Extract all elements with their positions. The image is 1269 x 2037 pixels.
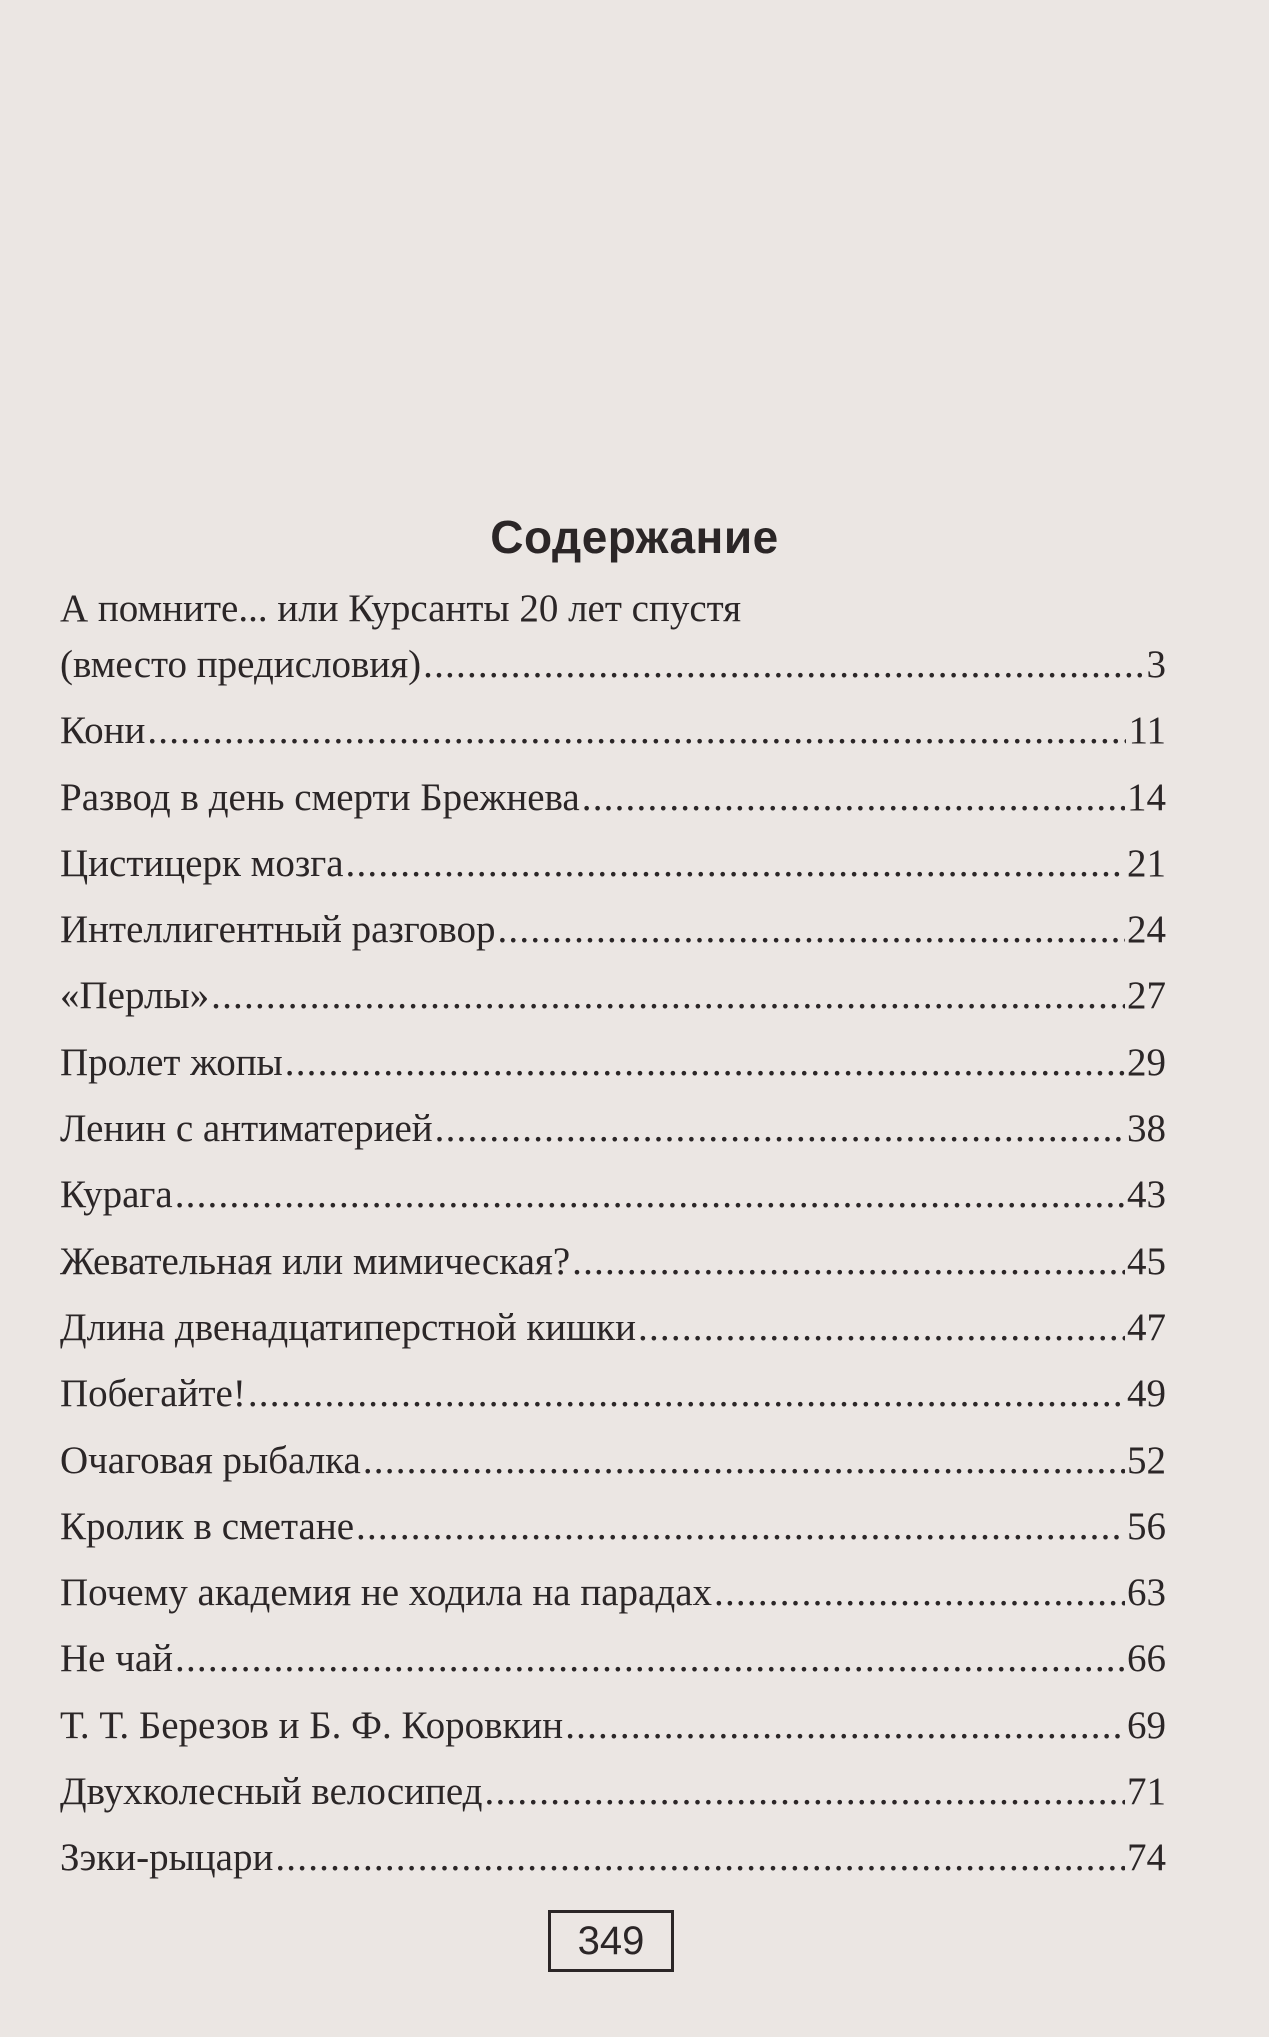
dot-leader xyxy=(565,1701,1125,1751)
contents-heading: Содержание xyxy=(490,511,779,563)
toc-entry-page: 52 xyxy=(1127,1438,1166,1482)
toc-entry-page: 66 xyxy=(1127,1637,1166,1681)
dot-leader xyxy=(248,1369,1125,1419)
toc-entry-page: 43 xyxy=(1127,1173,1166,1217)
toc-entry-page: 3 xyxy=(1146,643,1166,686)
toc-entry-page: 38 xyxy=(1127,1107,1166,1151)
toc-entry-page: 11 xyxy=(1128,709,1166,753)
dot-leader xyxy=(582,773,1125,823)
toc-entry-title: «Перлы» xyxy=(60,974,210,1018)
dot-leader xyxy=(435,1104,1125,1154)
dot-leader xyxy=(572,1237,1125,1287)
toc-entry-title: Ленин с антиматерией xyxy=(60,1107,433,1151)
toc-entry-page: 21 xyxy=(1127,841,1166,885)
toc-entry xyxy=(60,706,1166,772)
toc-entry-title: Пролет жопы xyxy=(60,1040,283,1084)
dot-leader xyxy=(714,1568,1125,1618)
toc-entry xyxy=(60,1303,1166,1369)
table-of-contents xyxy=(60,584,1166,1900)
toc-entry-title: Развод в день смерти Брежнева xyxy=(60,775,580,819)
toc-entry-title: Цистицерк мозга xyxy=(60,841,344,885)
toc-entry-title: (вместо предисловия) xyxy=(60,643,422,686)
toc-entry-title: Почему академия не ходила на парадах xyxy=(60,1571,713,1615)
toc-entry-page: 69 xyxy=(1127,1703,1166,1747)
dot-leader xyxy=(175,1170,1125,1220)
toc-entry-title: Длина двенадцатиперстной кишки xyxy=(60,1305,637,1349)
toc-entry xyxy=(60,905,1166,971)
dot-leader xyxy=(211,971,1125,1021)
toc-entry xyxy=(60,1568,1166,1634)
dot-leader xyxy=(363,1436,1125,1486)
toc-entry-page: 24 xyxy=(1127,908,1166,952)
dot-leader xyxy=(423,640,1144,690)
toc-entry-title: Двухколесный велосипед xyxy=(60,1770,483,1814)
toc-entry-title: Курага xyxy=(60,1173,173,1217)
toc-entry xyxy=(60,1237,1166,1303)
toc-entry-page: 27 xyxy=(1127,974,1166,1018)
toc-entry-title: Кролик в сметане xyxy=(60,1504,355,1548)
toc-entry xyxy=(60,971,1166,1037)
dot-leader xyxy=(147,706,1126,756)
toc-entry xyxy=(60,1038,1166,1104)
dot-leader xyxy=(175,1634,1125,1684)
toc-entry xyxy=(60,1104,1166,1170)
toc-entry-title: Т. Т. Березов и Б. Ф. Коровкин xyxy=(60,1703,564,1747)
toc-entry xyxy=(60,1502,1166,1568)
toc-entry xyxy=(60,1634,1166,1700)
toc-entry-page: 63 xyxy=(1127,1571,1166,1615)
toc-entry-title: Не чай xyxy=(60,1637,174,1681)
dot-leader xyxy=(356,1502,1125,1552)
toc-entry xyxy=(60,1833,1166,1899)
toc-entry-page: 47 xyxy=(1127,1305,1166,1349)
toc-entry-title: Жевательная или мимическая? xyxy=(60,1239,571,1283)
toc-entry-title: Побегайте! xyxy=(60,1372,246,1416)
toc-entry-page: 56 xyxy=(1127,1504,1166,1548)
toc-entry-page: 74 xyxy=(1127,1836,1166,1880)
toc-entry xyxy=(60,640,1166,706)
toc-entry-page: 14 xyxy=(1127,775,1166,819)
toc-entry xyxy=(60,1436,1166,1502)
toc-entry-title-line1: А помните... или Курсанты 20 лет спустя xyxy=(60,587,742,630)
toc-entry xyxy=(60,1369,1166,1435)
toc-entry-title: Очаговая рыбалка xyxy=(60,1438,361,1482)
toc-entry xyxy=(60,1701,1166,1767)
toc-entry-page: 71 xyxy=(1127,1770,1166,1814)
page-number: 349 xyxy=(548,1910,674,1972)
toc-entry xyxy=(60,773,1166,839)
dot-leader xyxy=(497,905,1125,955)
toc-entry-page: 45 xyxy=(1127,1239,1166,1283)
toc-entry-title: Кони xyxy=(60,709,146,753)
toc-entry xyxy=(60,1767,1166,1833)
toc-entry-title: Зэки-рыцари xyxy=(60,1836,274,1880)
toc-entry-title: Интеллигентный разговор xyxy=(60,908,496,952)
toc-entry-page: 49 xyxy=(1127,1372,1166,1416)
toc-entry xyxy=(60,1170,1166,1236)
toc-entry-page: 29 xyxy=(1127,1040,1166,1084)
dot-leader xyxy=(638,1303,1125,1353)
dot-leader xyxy=(275,1833,1125,1883)
dot-leader xyxy=(285,1038,1125,1088)
dot-leader xyxy=(485,1767,1125,1817)
dot-leader xyxy=(346,839,1125,889)
toc-entry xyxy=(60,839,1166,905)
